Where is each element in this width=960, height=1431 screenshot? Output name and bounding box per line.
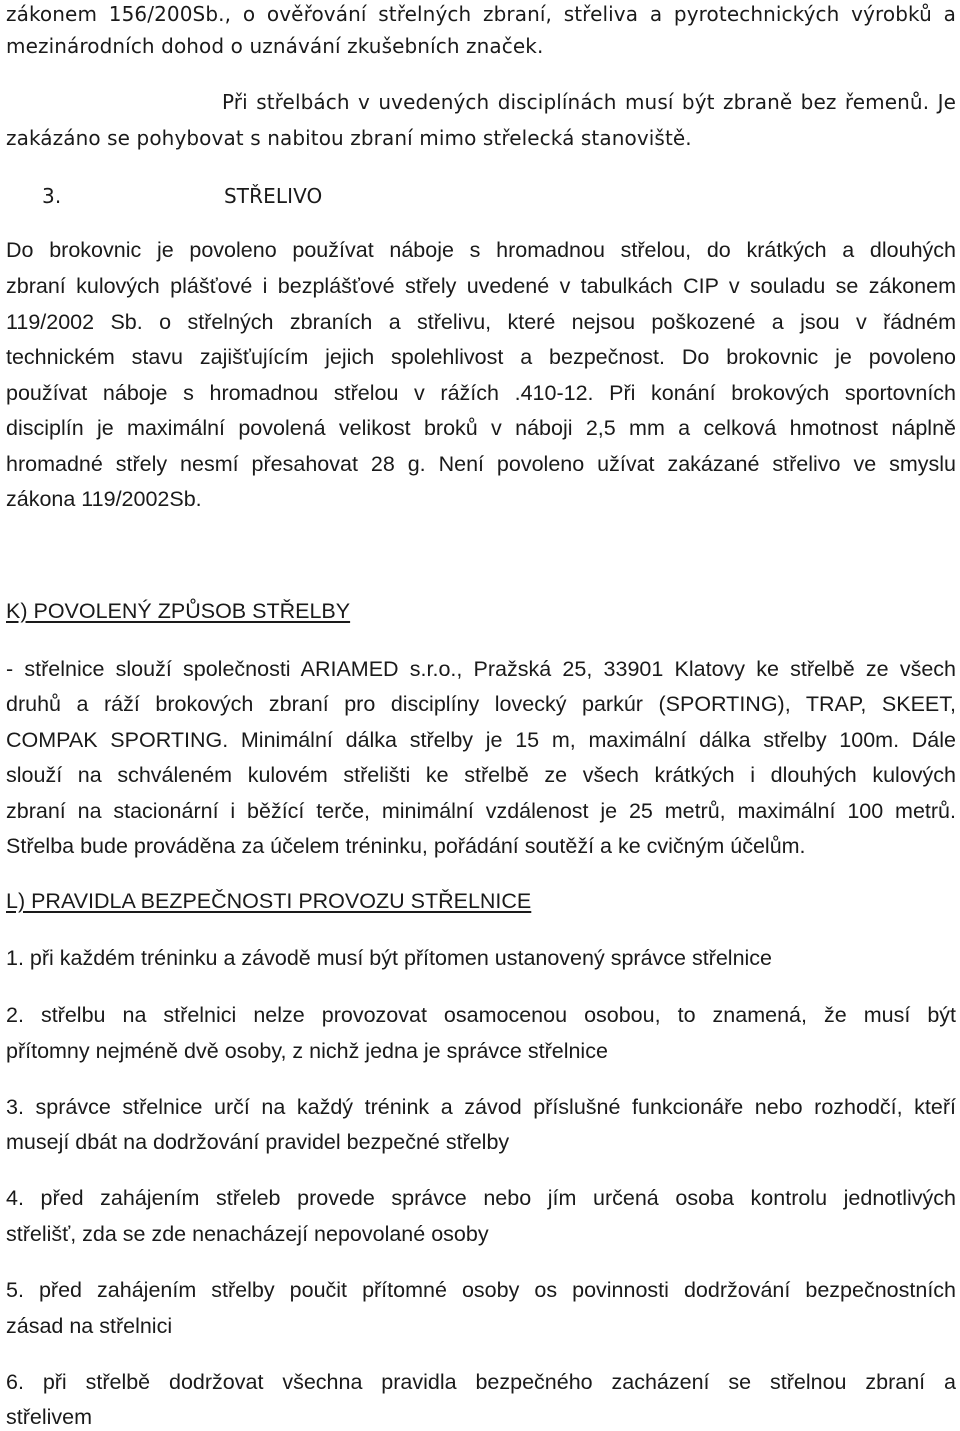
section3-line: zbraní kulových plášťové i bezplášťové střely uvedené v tabulkách CIP v souladu se zákonem <box>6 274 956 298</box>
intro-line-3: Při střelbách v uvedených disciplínách musí být zbraně bez řemenů. Je <box>222 90 956 114</box>
section-number: 3. <box>42 184 62 208</box>
intro-line-1: zákonem 156/200Sb., o ověřování střelných zbraní, střeliva a pyrotechnických výrobků a <box>6 2 956 26</box>
section-k-heading: K) POVOLENÝ ZPŮSOB STŘELBY <box>6 599 351 623</box>
rule-item: 4. před zahájením střeleb provede správce nebo jím určená osoba kontrolu jednotlivých <box>6 1186 956 1210</box>
section-k-line: Střelba bude prováděna za účelem tréninku, pořádání soutěží a ke cvičným účelům. <box>6 834 806 858</box>
section-k-line: slouží na schváleném kulovém střelišti ke střelbě ze všech krátkých i dlouhých kulových <box>6 763 956 787</box>
section-k-line: COMPAK SPORTING. Minimální dálka střelby je 15 m, maximální dálka střelby 100m. Dále <box>6 728 956 752</box>
section3-line: hromadné střely nesmí přesahovat 28 g. Není povoleno užívat zakázané střelivo ve smyslu <box>6 452 956 476</box>
section-k-line: - střelnice slouží společnosti ARIAMED s.r.o., Pražská 25, 33901 Klatovy ke střelbě ze všech <box>6 657 956 681</box>
rule-item-cont: musejí dbát na dodržování pravidel bezpečné střelby <box>6 1130 510 1154</box>
section3-line: Do brokovnic je povoleno používat náboje s hromadnou střelou, do krátkých a dlouhých <box>6 238 956 262</box>
section-k-line: zbraní na stacionární i běžící terče, minimální vzdálenost je 25 metrů, maximální 100 metrů. <box>6 799 956 823</box>
rule-item-cont: přítomny nejméně dvě osoby, z nichž jedna je správce střelnice <box>6 1039 608 1063</box>
section3-line: používat náboje s hromadnou střelou v rážích .410-12. Při konání brokových sportovních <box>6 381 956 405</box>
section3-line: zákona 119/2002Sb. <box>6 487 202 511</box>
section3-line: 119/2002 Sb. o střelných zbraních a střelivu, které nejsou poškozené a jsou v řádném <box>6 310 956 334</box>
rule-item: 5. před zahájením střelby poučit přítomné osoby os povinnosti dodržování bezpečnostních <box>6 1278 956 1302</box>
section3-line: disciplín je maximální povolená velikost broků v náboji 2,5 mm a celková hmotnost náplně <box>6 416 956 440</box>
rule-item-cont: střelišť, zda se zde nenacházejí nepovolané osoby <box>6 1222 489 1246</box>
rule-item: 2. střelbu na střelnici nelze provozovat osamocenou osobou, to znamená, že musí být <box>6 1003 956 1027</box>
section-title: STŘELIVO <box>224 184 323 208</box>
section-l-heading: L) PRAVIDLA BEZPEČNOSTI PROVOZU STŘELNICE <box>6 889 532 913</box>
rule-item: 1. při každém tréninku a závodě musí být přítomen ustanovený správce střelnice <box>6 946 773 970</box>
rule-item: 6. při střelbě dodržovat všechna pravidla bezpečného zacházení se střelnou zbraní a <box>6 1370 956 1394</box>
intro-line-4: zakázáno se pohybovat s nabitou zbraní mimo střelecká stanoviště. <box>6 126 692 150</box>
rule-item-cont: zásad na střelnici <box>6 1314 173 1338</box>
section-k-line: druhů a ráží brokových zbraní pro disciplíny lovecký parkúr (SPORTING), TRAP, SKEET, <box>6 692 956 716</box>
rule-item: 3. správce střelnice určí na každý trénink a závod příslušné funkcionáře nebo rozhodčí, kteří <box>6 1095 956 1119</box>
rule-item-cont: střelivem <box>6 1405 93 1429</box>
section3-line: technickém stavu zajišťujícím jejich spolehlivost a bezpečnost. Do brokovnic je povoleno <box>6 345 956 369</box>
intro-line-2: mezinárodních dohod o uznávání zkušebních značek. <box>6 34 544 58</box>
